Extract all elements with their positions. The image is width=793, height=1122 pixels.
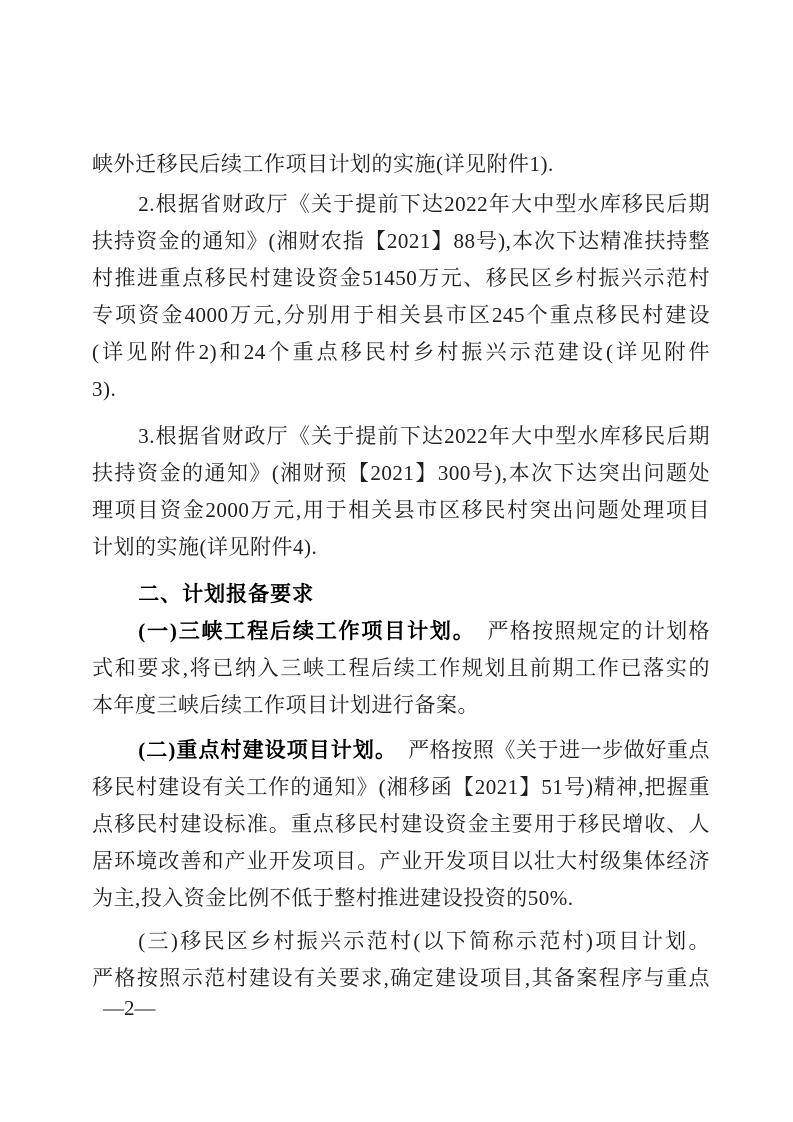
paragraph-line: 计划的实施(详见附件4). (92, 535, 318, 559)
paragraph-line: 3). (92, 377, 117, 401)
paragraph-line: 扶持资金的通知》(湘财预【2021】300号),本次下达突出问题处 (92, 461, 710, 485)
paragraph-line: 峡外迁移民后续工作项目计划的实施(详见附件1). (92, 152, 554, 176)
paragraph-line: 居环境改善和产业开发项目。产业开发项目以壮大村级集体经济 (92, 849, 710, 873)
paragraph-line: 专项资金4000万元,分别用于相关县市区245个重点移民村建设 (92, 303, 710, 327)
paragraph-line: 村推进重点移民村建设资金51450万元、移民区乡村振兴示范村 (92, 266, 710, 290)
subsection-heading-line (92, 732, 710, 769)
paragraph-line: (详见附件2)和24个重点移民村乡村振兴示范建设(详见附件 (92, 340, 710, 364)
paragraph-line: 式和要求,将已纳入三峡工程后续工作规划且前期工作已落实的 (92, 656, 710, 680)
paragraph-line: 点移民村建设标准。重点移民村建设资金主要用于移民增收、人 (92, 812, 710, 836)
paragraph-line: 本年度三峡后续工作项目计划进行备案。 (92, 693, 479, 717)
text-run: 严格按照规定的计划格 (465, 619, 710, 643)
paragraph-line: 3.根据省财政厅《关于提前下达2022年大中型水库移民后期 (138, 424, 710, 448)
heading-bold-run: 二、计划报备要求 (138, 582, 315, 606)
paragraph-line: 2.根据省财政厅《关于提前下达2022年大中型水库移民后期 (138, 192, 710, 216)
subheading-bold-run: (二)重点村建设项目计划。 (138, 738, 387, 762)
paragraph-line: 扶持资金的通知》(湘财农指【2021】88号),本次下达精准扶持整 (92, 229, 710, 253)
section-heading (92, 576, 710, 613)
paragraph-line: 移民村建设有关工作的通知》(湘移函【2021】51号)精神,把握重 (92, 775, 710, 799)
paragraph-line: 为主,投入资金比例不低于整村推进建设投资的50%. (92, 886, 574, 910)
text-run: 严格按照《关于进一步做好重点 (386, 738, 710, 762)
subheading-bold-run: (一)三峡工程后续工作项目计划。 (138, 619, 466, 643)
paragraph-line: 理项目资金2000万元,用于相关县市区移民村突出问题处理项目 (92, 498, 710, 522)
page-number: —2— (103, 996, 156, 1020)
paragraph-line: (三)移民区乡村振兴示范村(以下简称示范村)项目计划。 (138, 929, 710, 953)
document-body (92, 146, 710, 997)
subsection-heading-line (92, 613, 710, 650)
paragraph-line: 严格按照示范村建设有关要求,确定建设项目,其备案程序与重点 (92, 966, 710, 990)
